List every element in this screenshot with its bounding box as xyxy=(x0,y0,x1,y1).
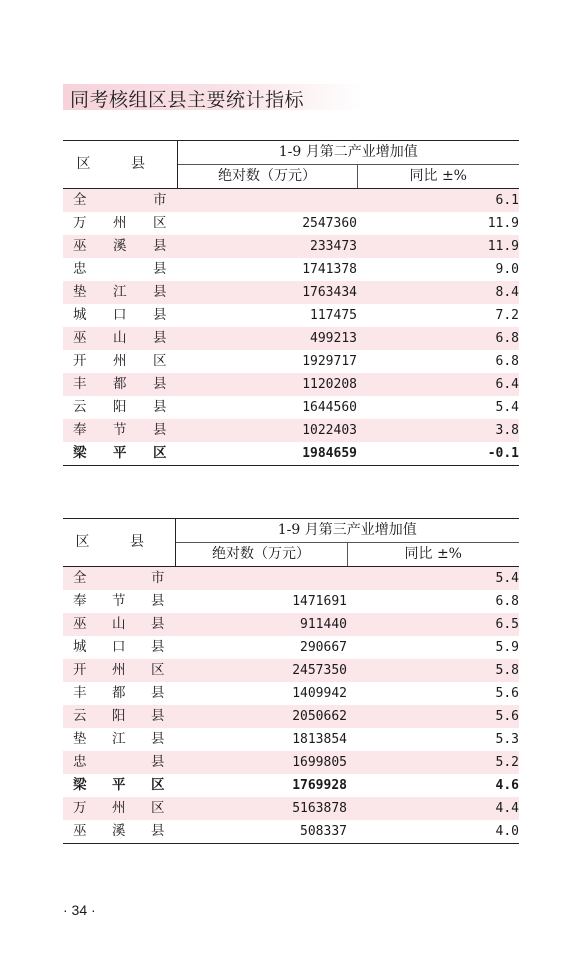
district-name-cell xyxy=(63,613,175,636)
absolute-value-cell: 508337 xyxy=(175,820,347,844)
yoy-value-cell: 6.8 xyxy=(495,594,519,609)
table-row xyxy=(63,682,519,705)
yoy-value-cell: 5.4 xyxy=(347,567,519,591)
district-name-char: 县 xyxy=(151,616,165,632)
district-name-char: 全 xyxy=(73,570,87,586)
absolute-value-cell: 2457350 xyxy=(175,659,347,682)
yoy-value-cell: 4.4 xyxy=(347,797,519,820)
district-name-char: 巫 xyxy=(73,330,87,346)
yoy-value-cell: 5.8 xyxy=(347,659,519,682)
district-name-char xyxy=(112,567,126,590)
absolute-value-cell: 1929717 xyxy=(302,354,357,369)
district-name-char: 都 xyxy=(112,685,126,701)
page-number: · 34 · xyxy=(63,902,96,918)
district-name-char: 区 xyxy=(151,800,165,816)
table-row xyxy=(63,304,519,327)
table-row xyxy=(63,774,519,797)
district-name-cell xyxy=(63,682,175,705)
absolute-value-cell: 1984659 xyxy=(177,442,357,466)
district-name-cell xyxy=(63,567,175,591)
absolute-value-cell: 1644560 xyxy=(302,400,357,415)
yoy-value-cell: 3.8 xyxy=(357,419,519,442)
district-name-char: 开 xyxy=(73,662,87,678)
district-name-cell xyxy=(63,327,177,350)
table-row xyxy=(63,373,519,396)
table-row xyxy=(63,442,519,466)
district-name-char: 区 xyxy=(151,662,165,678)
absolute-value-cell: 1741378 xyxy=(302,262,357,277)
district-name-cell xyxy=(63,350,177,373)
district-name-char: 山 xyxy=(112,616,126,632)
table-row xyxy=(63,189,519,213)
district-name-char: 区 xyxy=(153,215,167,231)
district-name-char: 平 xyxy=(113,445,127,461)
district-name-char: 云 xyxy=(73,399,87,415)
district-name-cell xyxy=(63,728,175,751)
yoy-value-cell: 5.4 xyxy=(495,400,519,415)
district-name-char: 巫 xyxy=(73,616,87,632)
yoy-value-cell: 11.9 xyxy=(487,216,519,231)
table-row xyxy=(63,728,519,751)
district-name-cell xyxy=(63,373,177,396)
district-name-char: 城 xyxy=(73,639,87,655)
district-name-char: 县 xyxy=(153,330,167,346)
yoy-value-cell: 6.1 xyxy=(357,189,519,213)
district-name-cell xyxy=(63,396,177,419)
district-name-char xyxy=(113,258,127,281)
district-name-char: 州 xyxy=(112,800,126,816)
area-column-header: 区 县 xyxy=(63,519,175,567)
district-name-char: 忠 xyxy=(73,754,87,770)
district-name-char: 节 xyxy=(112,593,126,609)
page-title: 同考核组区县主要统计指标 xyxy=(70,89,305,111)
table-row xyxy=(63,613,519,636)
yoy-value-cell: 4.6 xyxy=(495,778,519,793)
absolute-value-cell: 1022403 xyxy=(177,419,357,442)
district-name-char: 县 xyxy=(151,754,165,770)
absolute-column-header: 绝对数（万元） xyxy=(175,543,347,567)
district-name-char: 县 xyxy=(153,399,167,415)
district-name-char: 垫 xyxy=(73,284,87,300)
table-row xyxy=(63,235,519,258)
yoy-value-cell: 6.8 xyxy=(495,354,519,369)
absolute-value-cell: 233473 xyxy=(177,235,357,258)
district-name-char: 忠 xyxy=(73,261,87,277)
district-name-char: 开 xyxy=(73,353,87,369)
yoy-value-cell: 6.8 xyxy=(357,327,519,350)
yoy-column-header: 同比 ±% xyxy=(357,165,519,189)
table-body xyxy=(63,189,519,466)
table-row xyxy=(63,396,519,419)
district-name-char: 溪 xyxy=(113,238,127,254)
district-name-char: 全 xyxy=(73,192,87,208)
district-name-cell xyxy=(63,189,177,213)
district-name-char: 县 xyxy=(153,284,167,300)
absolute-value-cell: 2547360 xyxy=(302,216,357,231)
table-row xyxy=(63,590,519,613)
yoy-value-cell: 6.4 xyxy=(357,373,519,396)
yoy-value-cell: 11.9 xyxy=(357,235,519,258)
district-name-cell xyxy=(63,705,175,728)
absolute-value-cell: 499213 xyxy=(177,327,357,350)
district-name-char: 县 xyxy=(153,261,167,277)
table-row xyxy=(63,751,519,774)
district-name-cell xyxy=(63,590,175,613)
district-name-char: 阳 xyxy=(112,708,126,724)
district-name-char xyxy=(113,189,127,212)
district-name-char: 市 xyxy=(153,192,167,208)
district-name-cell xyxy=(63,419,177,442)
yoy-value-cell: 5.2 xyxy=(347,751,519,774)
district-name-char: 都 xyxy=(113,376,127,392)
table-row xyxy=(63,212,519,235)
district-name-char: 县 xyxy=(153,307,167,323)
district-name-cell xyxy=(63,442,177,466)
district-name-char: 梁 xyxy=(73,445,87,461)
district-name-char: 州 xyxy=(113,215,127,231)
district-name-char: 州 xyxy=(112,662,126,678)
yoy-value-cell: 5.9 xyxy=(495,640,519,655)
yoy-value-cell: 5.3 xyxy=(495,732,519,747)
district-name-char: 云 xyxy=(73,708,87,724)
yoy-column-header: 同比 ±% xyxy=(347,543,519,567)
district-name-char: 丰 xyxy=(73,376,87,392)
district-name-cell xyxy=(63,304,177,327)
district-name-char: 县 xyxy=(151,731,165,747)
district-name-char: 奉 xyxy=(73,593,87,609)
table-body xyxy=(63,567,519,844)
district-name-char: 奉 xyxy=(73,422,87,438)
yoy-value-cell: 7.2 xyxy=(495,308,519,323)
district-name-char: 节 xyxy=(113,422,127,438)
table-row xyxy=(63,705,519,728)
table-row xyxy=(63,659,519,682)
secondary-industry-table xyxy=(63,140,519,466)
yoy-value-cell: 6.5 xyxy=(347,613,519,636)
area-column-header: 区 县 xyxy=(63,141,177,189)
district-name-char: 县 xyxy=(151,685,165,701)
district-name-cell xyxy=(63,751,175,774)
district-name-cell xyxy=(63,235,177,258)
district-name-char: 阳 xyxy=(113,399,127,415)
district-name-char: 州 xyxy=(113,353,127,369)
district-name-char: 县 xyxy=(153,422,167,438)
absolute-value-cell xyxy=(177,189,357,213)
district-name-char: 口 xyxy=(113,307,127,323)
absolute-value-cell xyxy=(175,567,347,591)
district-name-char: 万 xyxy=(73,800,87,816)
district-name-char: 丰 xyxy=(73,685,87,701)
absolute-column-header: 绝对数（万元） xyxy=(177,165,357,189)
district-name-char: 巫 xyxy=(73,238,87,254)
yoy-value-cell: 8.4 xyxy=(357,281,519,304)
district-name-char: 口 xyxy=(112,639,126,655)
district-name-char xyxy=(112,751,126,774)
table-row xyxy=(63,281,519,304)
district-name-cell xyxy=(63,774,175,797)
group-header: 1-9 月第二产业增加值 xyxy=(177,141,519,165)
district-name-cell xyxy=(63,820,175,844)
district-name-char: 万 xyxy=(73,215,87,231)
district-name-char: 平 xyxy=(112,777,126,793)
district-name-char: 市 xyxy=(151,570,165,586)
table-row xyxy=(63,419,519,442)
table-row xyxy=(63,258,519,281)
district-name-char: 区 xyxy=(153,445,167,461)
table-row xyxy=(63,350,519,373)
district-name-char: 县 xyxy=(153,376,167,392)
table-row xyxy=(63,797,519,820)
district-name-char: 垫 xyxy=(73,731,87,747)
district-name-char: 县 xyxy=(151,639,165,655)
district-name-char: 江 xyxy=(112,731,126,747)
district-name-char: 溪 xyxy=(112,823,126,839)
table-row xyxy=(63,820,519,844)
absolute-value-cell: 117475 xyxy=(310,308,357,323)
absolute-value-cell: 1699805 xyxy=(175,751,347,774)
table-row xyxy=(63,636,519,659)
absolute-value-cell: 1471691 xyxy=(292,594,347,609)
district-name-char: 区 xyxy=(151,777,165,793)
absolute-value-cell: 1769928 xyxy=(292,778,347,793)
district-name-char: 江 xyxy=(113,284,127,300)
district-name-cell xyxy=(63,636,175,659)
absolute-value-cell: 5163878 xyxy=(175,797,347,820)
absolute-value-cell: 1120208 xyxy=(177,373,357,396)
yoy-value-cell: 5.6 xyxy=(347,705,519,728)
absolute-value-cell: 2050662 xyxy=(175,705,347,728)
absolute-value-cell: 1409942 xyxy=(292,686,347,701)
district-name-char: 梁 xyxy=(73,777,87,793)
district-name-char: 县 xyxy=(151,823,165,839)
yoy-value-cell: 5.6 xyxy=(495,686,519,701)
yoy-value-cell: 4.0 xyxy=(347,820,519,844)
district-name-char: 县 xyxy=(151,593,165,609)
absolute-value-cell: 1763434 xyxy=(177,281,357,304)
group-header: 1-9 月第三产业增加值 xyxy=(175,519,519,543)
yoy-value-cell: -0.1 xyxy=(357,442,519,466)
district-name-char: 区 xyxy=(153,353,167,369)
district-name-cell xyxy=(63,797,175,820)
district-name-char: 县 xyxy=(151,708,165,724)
district-name-cell xyxy=(63,212,177,235)
district-name-char: 山 xyxy=(113,330,127,346)
table-row xyxy=(63,567,519,591)
district-name-char: 城 xyxy=(73,307,87,323)
table-row xyxy=(63,327,519,350)
district-name-char: 巫 xyxy=(73,823,87,839)
absolute-value-cell: 911440 xyxy=(175,613,347,636)
tertiary-industry-table xyxy=(63,518,519,844)
district-name-cell xyxy=(63,258,177,281)
absolute-value-cell: 1813854 xyxy=(292,732,347,747)
district-name-char: 县 xyxy=(153,238,167,254)
district-name-cell xyxy=(63,659,175,682)
district-name-cell xyxy=(63,281,177,304)
yoy-value-cell: 9.0 xyxy=(495,262,519,277)
absolute-value-cell: 290667 xyxy=(300,640,347,655)
